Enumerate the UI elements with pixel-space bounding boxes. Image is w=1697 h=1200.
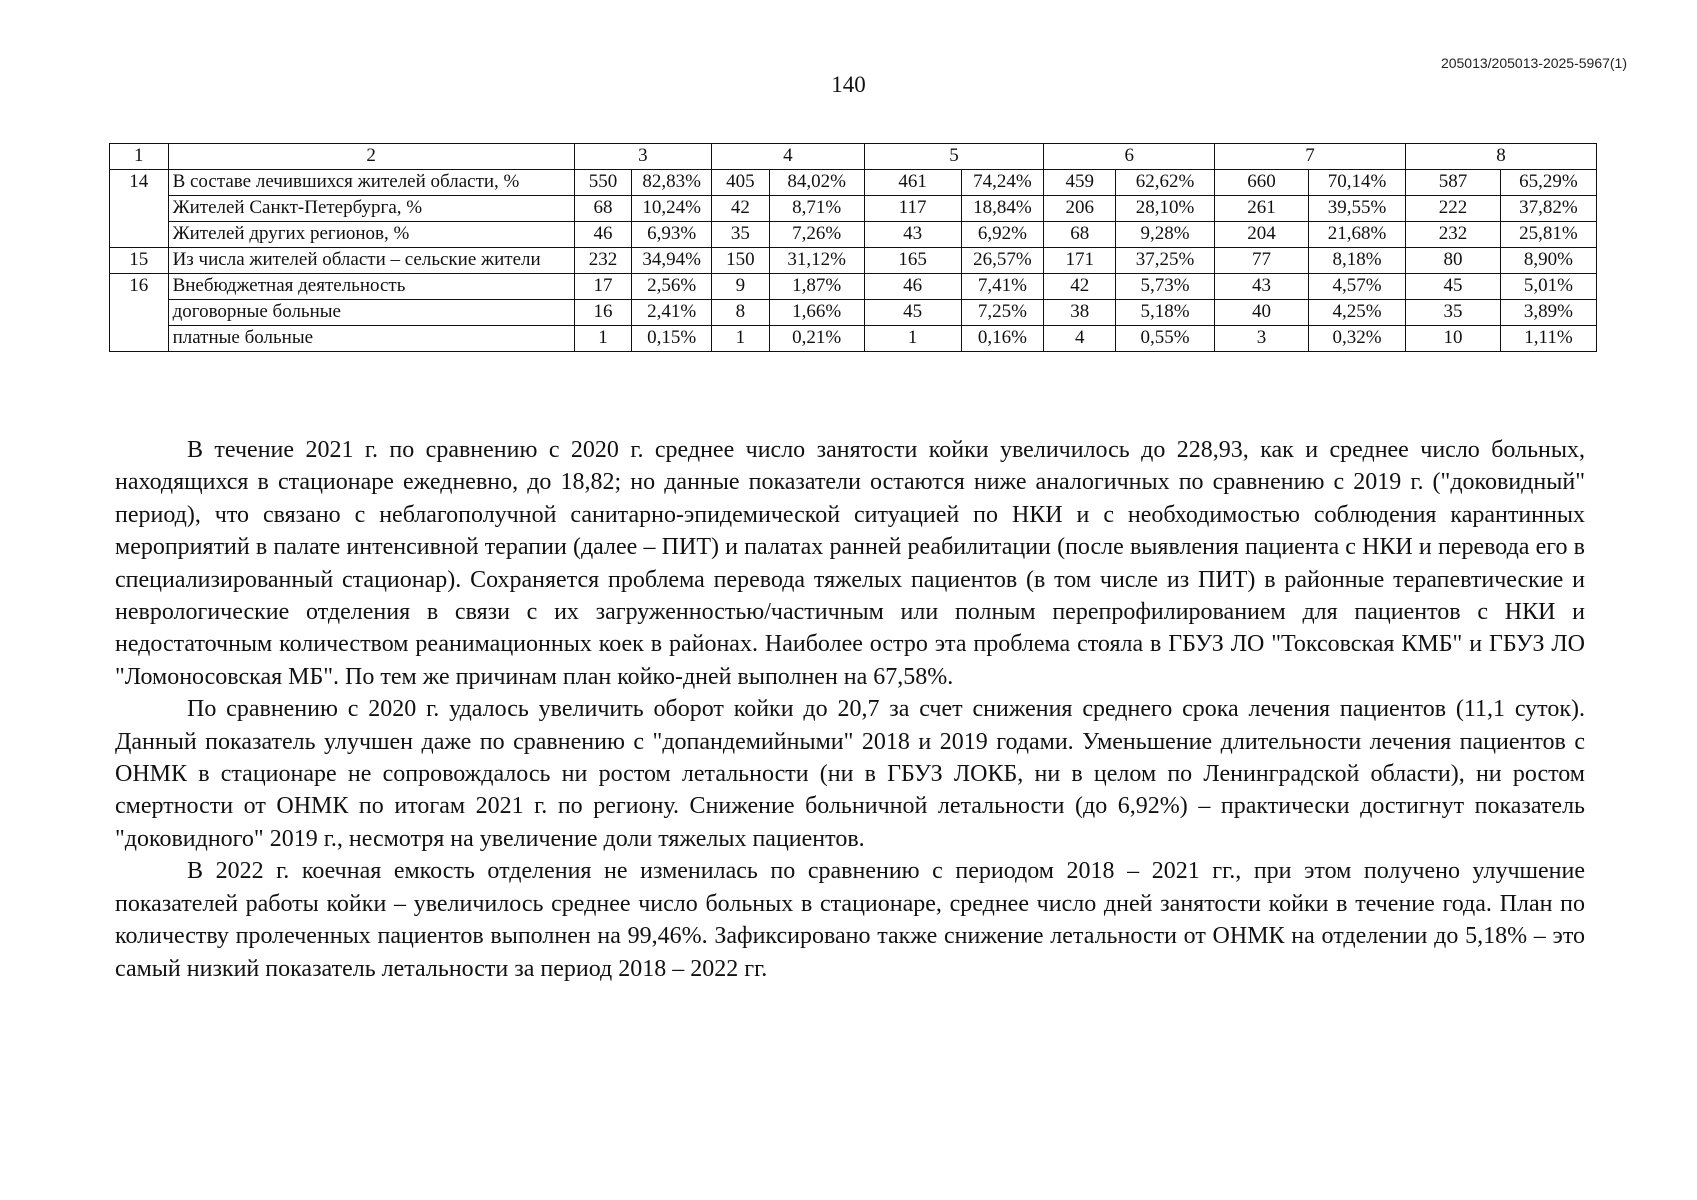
value-cell: 222 bbox=[1405, 196, 1500, 222]
row-label-cell: Из числа жителей области – сельские жители bbox=[168, 248, 574, 274]
row-label-cell: Жителей Санкт-Петербурга, % bbox=[168, 196, 574, 222]
value-cell: 1 bbox=[712, 326, 770, 352]
value-cell: 171 bbox=[1044, 248, 1116, 274]
value-cell: 70,14% bbox=[1309, 170, 1406, 196]
value-cell: 0,15% bbox=[632, 326, 712, 352]
row-label-cell: Жителей других регионов, % bbox=[168, 222, 574, 248]
value-cell: 232 bbox=[574, 248, 632, 274]
value-cell: 80 bbox=[1405, 248, 1500, 274]
value-cell: 7,26% bbox=[769, 222, 864, 248]
row-label-cell: Внебюджетная деятельность bbox=[168, 274, 574, 300]
value-cell: 459 bbox=[1044, 170, 1116, 196]
value-cell: 25,81% bbox=[1500, 222, 1596, 248]
value-cell: 42 bbox=[1044, 274, 1116, 300]
value-cell: 587 bbox=[1405, 170, 1500, 196]
document-id: 205013/205013-2025-5967(1) bbox=[1440, 55, 1627, 71]
value-cell: 68 bbox=[574, 196, 632, 222]
value-cell: 46 bbox=[864, 274, 961, 300]
value-cell: 261 bbox=[1215, 196, 1309, 222]
value-cell: 39,55% bbox=[1309, 196, 1406, 222]
value-cell: 46 bbox=[574, 222, 632, 248]
header-cell: 4 bbox=[712, 144, 865, 170]
value-cell: 16 bbox=[574, 300, 632, 326]
value-cell: 42 bbox=[712, 196, 770, 222]
row-number-cell: 14 bbox=[110, 170, 169, 248]
value-cell: 74,24% bbox=[961, 170, 1044, 196]
value-cell: 0,21% bbox=[769, 326, 864, 352]
value-cell: 5,18% bbox=[1116, 300, 1215, 326]
value-cell: 3 bbox=[1215, 326, 1309, 352]
value-cell: 40 bbox=[1215, 300, 1309, 326]
value-cell: 1,11% bbox=[1500, 326, 1596, 352]
value-cell: 461 bbox=[864, 170, 961, 196]
table-row bbox=[110, 248, 1597, 274]
value-cell: 6,93% bbox=[632, 222, 712, 248]
value-cell: 8,18% bbox=[1309, 248, 1406, 274]
value-cell: 4,57% bbox=[1309, 274, 1406, 300]
value-cell: 65,29% bbox=[1500, 170, 1596, 196]
header-cell: 6 bbox=[1044, 144, 1215, 170]
value-cell: 0,32% bbox=[1309, 326, 1406, 352]
value-cell: 21,68% bbox=[1309, 222, 1406, 248]
value-cell: 8,71% bbox=[769, 196, 864, 222]
table-row bbox=[110, 196, 1597, 222]
value-cell: 6,92% bbox=[961, 222, 1044, 248]
table-row bbox=[110, 300, 1597, 326]
value-cell: 43 bbox=[1215, 274, 1309, 300]
value-cell: 1 bbox=[864, 326, 961, 352]
value-cell: 34,94% bbox=[632, 248, 712, 274]
value-cell: 17 bbox=[574, 274, 632, 300]
value-cell: 2,41% bbox=[632, 300, 712, 326]
value-cell: 43 bbox=[864, 222, 961, 248]
value-cell: 550 bbox=[574, 170, 632, 196]
value-cell: 45 bbox=[1405, 274, 1500, 300]
page-number: 140 bbox=[831, 72, 866, 97]
value-cell: 28,10% bbox=[1116, 196, 1215, 222]
header-cell: 8 bbox=[1405, 144, 1596, 170]
value-cell: 77 bbox=[1215, 248, 1309, 274]
value-cell: 37,82% bbox=[1500, 196, 1596, 222]
value-cell: 405 bbox=[712, 170, 770, 196]
table-row bbox=[110, 222, 1597, 248]
value-cell: 8 bbox=[712, 300, 770, 326]
value-cell: 35 bbox=[712, 222, 770, 248]
paragraph: В течение 2021 г. по сравнению с 2020 г. среднее число занятости койки увеличилось до 228,93, как и среднее число больных, находящихся в стационаре ежедневно, до 18,82; но данные показатели остаются ниже аналогичных по сравнению с 2019 г. ("доковидный" период), что связано с неблагополучной санитарно-эпидемической ситуацией по НКИ и с необходимостью соблюдения карантинных мероприятий в палате интенсивной терапии (далее – ПИТ) и палатах ранней реабилитации (после выявления пациента с НКИ и перевода его в специализированный стационар). Сохраняется проблема перевода тяжелых пациентов (в том числе из ПИТ) в районные терапевтические и неврологические отделения в связи с их загруженностью/частичным или полным перепрофилированием для пациентов с НКИ и недостаточным количеством реанимационных коек в районах. Наиболее остро эта проблема стояла в ГБУЗ ЛО "Токсовская КМБ" и ГБУЗ ЛО "Ломоносовская МБ". По тем же причинам план койко-дней выполнен на 67,58%. bbox=[115, 437, 1585, 690]
value-cell: 26,57% bbox=[961, 248, 1044, 274]
value-cell: 1 bbox=[574, 326, 632, 352]
header-cell: 7 bbox=[1215, 144, 1406, 170]
paragraph: По сравнению с 2020 г. удалось увеличить оборот койки до 20,7 за счет снижения среднего срока лечения пациентов (11,1 суток). Данный показатель улучшен даже по сравнению с "допандемийными" 2018 и 2019 годами. Уменьшение длительности лечения пациентов с ОНМК в стационаре не сопровождалось ни ростом летальности (ни в ГБУЗ ЛОКБ, ни в целом по Ленинградской области), ни ростом смертности от ОНМК по итогам 2021 г. по региону. Снижение больничной летальности (до 6,92%) – практически достигнут показатель "доковидного" 2019 г., несмотря на увеличение доли тяжелых пациентов. bbox=[115, 696, 1585, 852]
value-cell: 31,12% bbox=[769, 248, 864, 274]
table-row bbox=[110, 170, 1597, 196]
value-cell: 2,56% bbox=[632, 274, 712, 300]
value-cell: 82,83% bbox=[632, 170, 712, 196]
table-row bbox=[110, 326, 1597, 352]
value-cell: 37,25% bbox=[1116, 248, 1215, 274]
row-label-cell: договорные больные bbox=[168, 300, 574, 326]
value-cell: 3,89% bbox=[1500, 300, 1596, 326]
value-cell: 7,25% bbox=[961, 300, 1044, 326]
table-body bbox=[110, 144, 1597, 352]
value-cell: 0,55% bbox=[1116, 326, 1215, 352]
value-cell: 204 bbox=[1215, 222, 1309, 248]
table-header-row bbox=[110, 144, 1597, 170]
value-cell: 18,84% bbox=[961, 196, 1044, 222]
value-cell: 117 bbox=[864, 196, 961, 222]
value-cell: 4,25% bbox=[1309, 300, 1406, 326]
table-row bbox=[110, 274, 1597, 300]
row-number-cell: 16 bbox=[110, 274, 169, 352]
value-cell: 4 bbox=[1044, 326, 1116, 352]
header-cell: 3 bbox=[574, 144, 711, 170]
value-cell: 68 bbox=[1044, 222, 1116, 248]
value-cell: 84,02% bbox=[769, 170, 864, 196]
value-cell: 38 bbox=[1044, 300, 1116, 326]
row-number-cell: 15 bbox=[110, 248, 169, 274]
value-cell: 9 bbox=[712, 274, 770, 300]
value-cell: 10 bbox=[1405, 326, 1500, 352]
statistics-table bbox=[109, 143, 1597, 352]
value-cell: 150 bbox=[712, 248, 770, 274]
value-cell: 232 bbox=[1405, 222, 1500, 248]
row-label-cell: платные больные bbox=[168, 326, 574, 352]
value-cell: 206 bbox=[1044, 196, 1116, 222]
row-label-cell: В составе лечившихся жителей области, % bbox=[168, 170, 574, 196]
value-cell: 1,87% bbox=[769, 274, 864, 300]
value-cell: 45 bbox=[864, 300, 961, 326]
header-cell: 2 bbox=[168, 144, 574, 170]
value-cell: 5,01% bbox=[1500, 274, 1596, 300]
value-cell: 165 bbox=[864, 248, 961, 274]
value-cell: 35 bbox=[1405, 300, 1500, 326]
value-cell: 660 bbox=[1215, 170, 1309, 196]
value-cell: 62,62% bbox=[1116, 170, 1215, 196]
value-cell: 0,16% bbox=[961, 326, 1044, 352]
value-cell: 7,41% bbox=[961, 274, 1044, 300]
value-cell: 10,24% bbox=[632, 196, 712, 222]
header-cell: 1 bbox=[110, 144, 169, 170]
value-cell: 8,90% bbox=[1500, 248, 1596, 274]
body-text bbox=[115, 434, 1585, 985]
value-cell: 9,28% bbox=[1116, 222, 1215, 248]
header-cell: 5 bbox=[864, 144, 1044, 170]
value-cell: 5,73% bbox=[1116, 274, 1215, 300]
value-cell: 1,66% bbox=[769, 300, 864, 326]
paragraph: В 2022 г. коечная емкость отделения не изменилась по сравнению с периодом 2018 – 2021 гг., при этом получено улучшение показателей работы койки – увеличилось среднее число больных в стационаре, среднее число дней занятости койки в течение года. План по количеству пролеченных пациентов выполнен на 99,46%. Зафиксировано также снижение летальности от ОНМК на отделении до 5,18% – это самый низкий показатель летальности за период 2018 – 2022 гг. bbox=[115, 858, 1585, 982]
